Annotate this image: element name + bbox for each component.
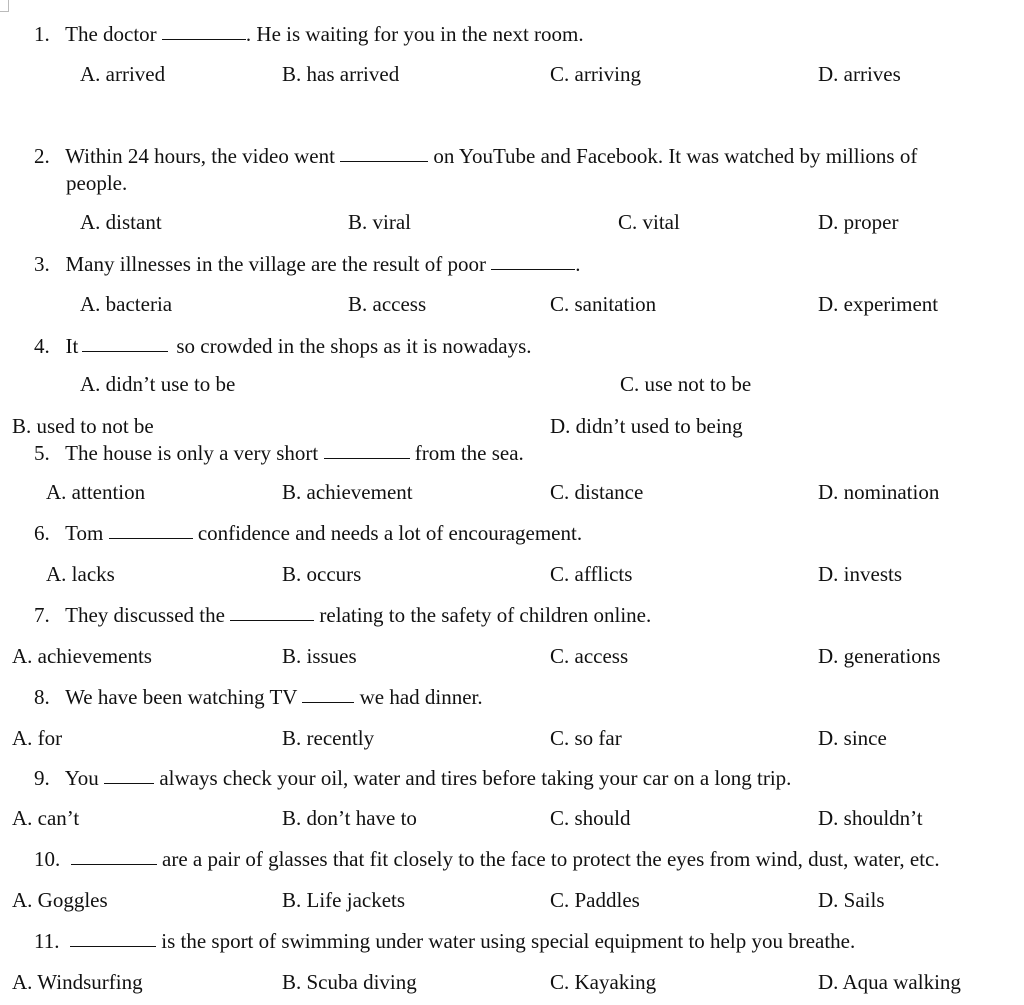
option-b: B. access [348, 292, 427, 316]
answer-blank [70, 946, 156, 947]
question-number: 7. [34, 603, 50, 627]
option-c: C. Paddles [550, 888, 640, 912]
question-6 [34, 523, 582, 544]
option-b: B. viral [348, 210, 411, 234]
question-text-continued: people. [66, 171, 128, 195]
option-b: B. has arrived [282, 62, 400, 86]
question-text: from the sea. [414, 441, 524, 465]
answer-blank [491, 269, 575, 270]
question-11 [34, 931, 855, 952]
question-text: . [575, 252, 581, 276]
option-a: A. can’t [12, 806, 80, 830]
option-a: A. for [12, 726, 63, 750]
question-text: They discussed the [65, 603, 225, 627]
question-number: 8. [34, 685, 50, 709]
answer-blank [104, 783, 154, 784]
option-a: A. bacteria [80, 292, 173, 316]
question-number: 5. [34, 441, 50, 465]
option-c: C. sanitation [550, 292, 657, 316]
option-d: D. arrives [818, 62, 901, 86]
question-text: always check your oil, water and tires before taking your car on a long trip. [159, 766, 792, 790]
option-c: C. access [550, 644, 629, 668]
question-3 [34, 254, 580, 275]
option-c: C. Kayaking [550, 970, 657, 994]
question-number: 9. [34, 766, 50, 790]
question-7 [34, 605, 651, 626]
option-d: D. Aqua walking [818, 970, 961, 994]
question-10 [34, 849, 940, 870]
option-d: D. nomination [818, 480, 940, 504]
answer-blank [162, 39, 246, 40]
question-text: Tom [65, 521, 104, 545]
answer-blank [230, 620, 314, 621]
option-c: C. use not to be [620, 372, 752, 396]
question-text: so crowded in the shops as it is nowadays. [176, 334, 532, 358]
question-number: 10. [34, 847, 61, 871]
question-number: 11. [34, 929, 60, 953]
question-number: 3. [34, 252, 50, 276]
option-a: A. distant [80, 210, 162, 234]
option-c: C. distance [550, 480, 644, 504]
question-text: confidence and needs a lot of encouragement. [197, 521, 583, 545]
option-d: D. proper [818, 210, 899, 234]
answer-blank [302, 702, 354, 703]
option-a: A. lacks [46, 562, 115, 586]
option-b: B. don’t have to [282, 806, 417, 830]
option-b: B. used to not be [12, 414, 154, 438]
option-b: B. Scuba diving [282, 970, 417, 994]
question-text: Many illnesses in the village are the result of poor [65, 252, 486, 276]
answer-blank [71, 864, 157, 865]
option-b: B. issues [282, 644, 357, 668]
answer-blank [109, 538, 193, 539]
option-c: C. afflicts [550, 562, 633, 586]
option-c: C. arriving [550, 62, 641, 86]
question-text: are a pair of glasses that fit closely to the face to protect the eyes from wind, dust, water, etc. [162, 847, 940, 871]
question-text: we had dinner. [359, 685, 483, 709]
option-b: B. occurs [282, 562, 362, 586]
option-b: B. Life jackets [282, 888, 406, 912]
margin-corner-mark [0, 11, 9, 12]
option-d: D. generations [818, 644, 941, 668]
option-a: A. arrived [80, 62, 166, 86]
option-b: B. recently [282, 726, 375, 750]
answer-blank [82, 351, 168, 352]
option-a: A. Windsurfing [12, 970, 143, 994]
question-5 [34, 443, 524, 464]
option-d: D. didn’t used to being [550, 414, 743, 438]
question-text: relating to the safety of children online. [319, 603, 652, 627]
option-a: A. didn’t use to be [80, 372, 236, 396]
question-text: You [64, 766, 99, 790]
question-9 [34, 768, 791, 789]
option-d: D. experiment [818, 292, 939, 316]
question-text: Within 24 hours, the video went [65, 144, 335, 168]
option-b: B. achievement [282, 480, 413, 504]
answer-blank [324, 458, 410, 459]
question-text: . He is waiting for you in the next room. [245, 22, 584, 46]
question-4 [34, 336, 532, 357]
question-text: is the sport of swimming under water using special equipment to help you breathe. [161, 929, 856, 953]
answer-blank [340, 161, 428, 162]
option-a: A. attention [46, 480, 146, 504]
question-text: The doctor [65, 22, 157, 46]
question-text: We have been watching TV [65, 685, 298, 709]
question-text: The house is only a very short [65, 441, 319, 465]
question-2 [34, 146, 917, 167]
option-a: A. Goggles [12, 888, 108, 912]
option-c: C. so far [550, 726, 622, 750]
option-d: D. shouldn’t [818, 806, 923, 830]
question-number: 6. [34, 521, 50, 545]
question-number: 2. [34, 144, 50, 168]
option-a: A. achievements [12, 644, 152, 668]
question-1 [34, 24, 584, 45]
question-number: 4. [34, 334, 50, 358]
option-d: D. since [818, 726, 887, 750]
question-text: on YouTube and Facebook. It was watched by millions of [433, 144, 918, 168]
question-text: It [65, 334, 79, 358]
option-d: D. invests [818, 562, 902, 586]
option-c: C. should [550, 806, 631, 830]
question-8 [34, 687, 483, 708]
question-number: 1. [34, 22, 50, 46]
option-c: C. vital [618, 210, 680, 234]
option-d: D. Sails [818, 888, 885, 912]
